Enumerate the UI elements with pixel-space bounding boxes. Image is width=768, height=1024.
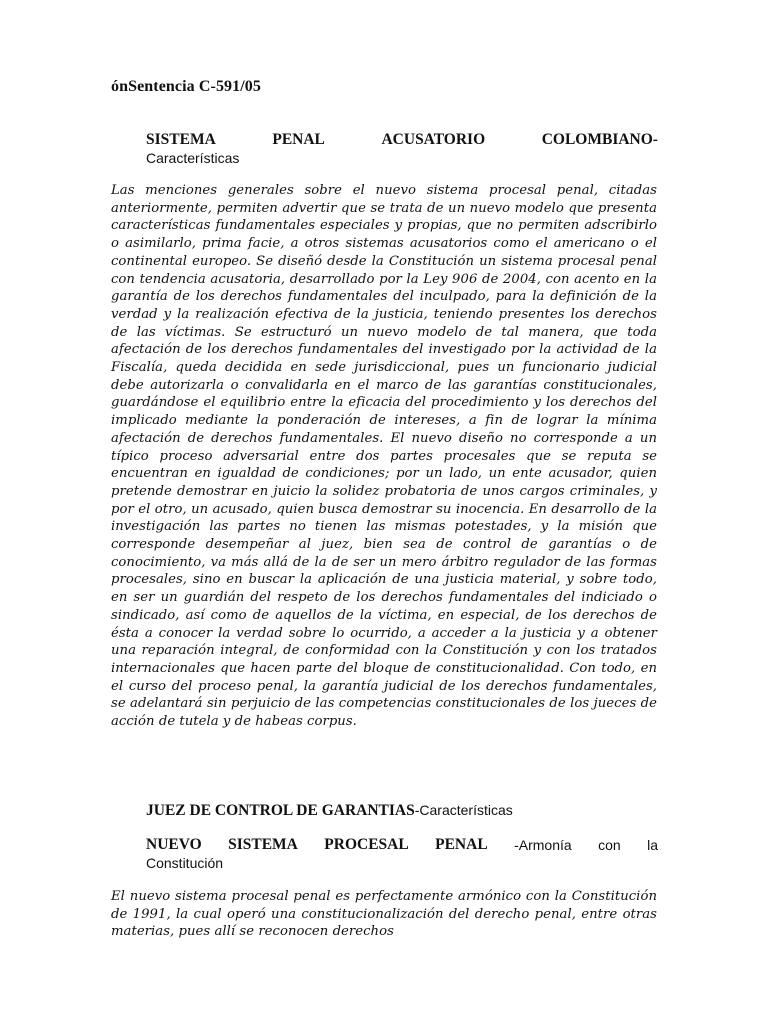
heading-word: NUEVO [146,836,202,853]
heading-word: COLOMBIANO- [541,131,658,148]
section-heading-juez-control [146,801,658,820]
body-paragraph-1: Las menciones generales sobre el nuevo sistema procesal penal, citadas anteriormente, permiten advertir que se trata de un nuevo modelo que presenta características fundamentales especiales y propias, que no permiten adscribirlo o asimilarlo, prima facie, a otros sistemas acusatorios como el americano o el continental europeo. Se diseñó desde la Constitución un sistema procesal penal con tendencia acusatoria, desarrollado por la Ley 906 de 2004, con acento en la garantía de los derechos fundamentales del inculpado, para la definición de la verdad y la realización efectiva de la justicia, teniendo presentes los derechos de las víctimas. Se estructuró un nuevo modelo de tal manera, que toda afectación de los derechos fundamentales del investigado por la actividad de la Fiscalía, queda decidida en sede jurisdiccional, pues un funcionario judicial debe autorizarla o convalidarla en el marco de las garantías constitucionales, guardándose el equilibrio entre la eficacia del procedimiento y los derechos del implicado mediante la ponderación de intereses, a fin de lograr la mínima afectación de derechos fundamentales. El nuevo diseño no corresponde a un típico proceso adversarial entre dos partes procesales que se reputa se encuentran en igualdad de condiciones; por un lado, un ente acusador, quien pretende demostrar en juicio la solidez probatoria de unos cargos criminales, y por el otro, un acusado, quien busca demostrar su inocencia. En desarrollo de la investigación las partes no tienen las mismas potestades, y la misión que corresponde desempeñar al juez, bien sea de control de garantías o de conocimiento, va más allá de la de ser un mero árbitro regulador de las formas procesales, sino en buscar la aplicación de una justicia material, y sobre todo, en ser un guardián del respeto de los derechos fundamentales del indiciado o sindicado, así como de aquellos de la víctima, en especial, de los derechos de ésta a conocer la verdad sobre lo ocurrido, a acceder a la justicia y a obtener una reparación integral, de conformidad con la Constitución y con los tratados internacionales que hacen parte del bloque de constitucionalidad. Con todo, en el curso del proceso penal, la garantía judicial de los derechos fundamentales, se adelantará sin perjuicio de las competencias constitucionales de los jueces de acción de tutela y de habeas corpus. [111,183,657,730]
section-subheading: Constitución [146,855,224,871]
body-paragraph-2: El nuevo sistema procesal penal es perfectamente armónico con la Constitución de 1991, la cual operó una constitucionalización del derecho penal, entre otras materias, pues allí se reconocen derechos [111,889,657,940]
heading-word: PROCESAL [324,836,409,853]
heading-text: JUEZ DE CONTROL DE GARANTIAS [146,802,415,819]
heading-word: la [647,837,658,853]
heading-word: PENAL [272,131,325,148]
section-subheading: Características [146,150,240,166]
heading-word: PENAL [435,836,488,853]
section-subheading: -Características [414,802,513,818]
section-heading-nuevo-sistema [146,836,658,872]
heading-word: ACUSATORIO [381,131,486,148]
heading-word: SISTEMA [146,131,216,148]
section-heading-sistema-penal [146,131,658,167]
heading-word: SISTEMA [228,836,298,853]
heading-word: con [598,837,621,853]
document-title: ónSentencia C-591/05 [111,78,261,95]
heading-line [146,836,658,854]
heading-line [146,131,658,149]
heading-word: -Armonía [514,837,572,853]
